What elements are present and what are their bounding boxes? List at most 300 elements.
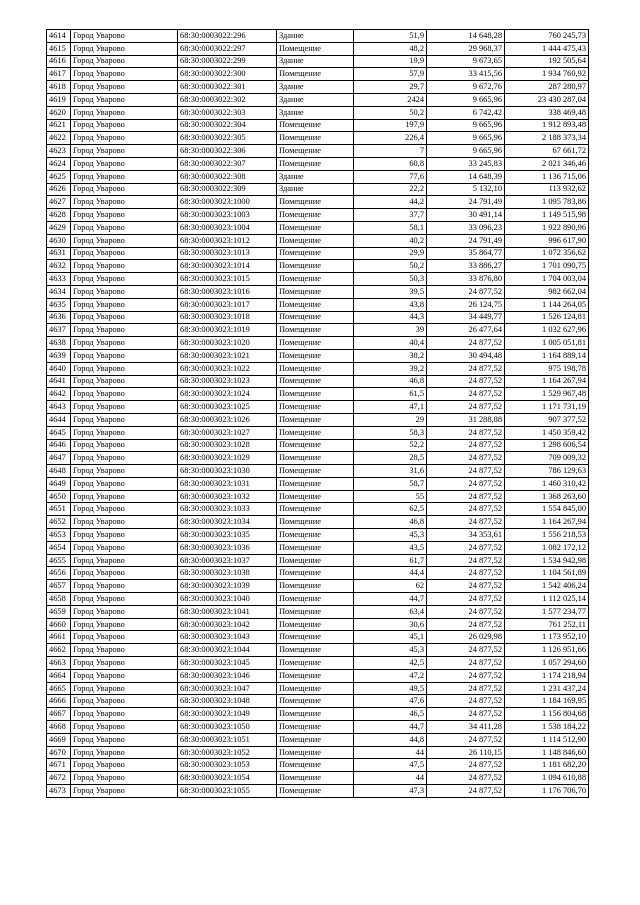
object-type-cell: Помещение (277, 529, 354, 542)
object-type-cell: Помещение (277, 145, 354, 158)
locality-cell: Город Уварово (71, 733, 178, 746)
cadastral-value-cell: 1 529 967,48 (505, 388, 589, 401)
object-type-cell: Помещение (277, 68, 354, 81)
table-row (47, 298, 589, 311)
row-number-cell: 4619 (47, 93, 71, 106)
object-type-cell: Помещение (277, 209, 354, 222)
cadastral-value-cell: 2 021 346,46 (505, 157, 589, 170)
object-type-cell: Здание (277, 170, 354, 183)
cadastral-number-cell: 68:30:0003023:1051 (178, 733, 277, 746)
cadastral-number-cell: 68:30:0003022:308 (178, 170, 277, 183)
table-row (47, 567, 589, 580)
cadastral-number-cell: 68:30:0003022:302 (178, 93, 277, 106)
cadastral-value-cell: 1 450 359,42 (505, 426, 589, 439)
table-row (47, 30, 589, 43)
cadastral-value-cell: 982 662,04 (505, 285, 589, 298)
locality-cell: Город Уварово (71, 503, 178, 516)
table-row (47, 324, 589, 337)
locality-cell: Город Уварово (71, 247, 178, 260)
row-number-cell: 4625 (47, 170, 71, 183)
row-number-cell: 4616 (47, 55, 71, 68)
area-cell: 39,2 (354, 362, 427, 375)
table-row (47, 746, 589, 759)
row-number-cell: 4639 (47, 349, 71, 362)
table-row (47, 413, 589, 426)
row-number-cell: 4646 (47, 439, 71, 452)
cadastral-number-cell: 68:30:0003023:1014 (178, 260, 277, 273)
locality-cell: Город Уварово (71, 708, 178, 721)
cadastral-number-cell: 68:30:0003023:1026 (178, 413, 277, 426)
area-cell: 2424 (354, 93, 427, 106)
specific-value-cell: 24 877,52 (427, 516, 505, 529)
table-body (47, 30, 589, 798)
locality-cell: Город Уварово (71, 362, 178, 375)
area-cell: 44,8 (354, 733, 427, 746)
area-cell: 7 (354, 145, 427, 158)
locality-cell: Город Уварово (71, 145, 178, 158)
locality-cell: Город Уварово (71, 593, 178, 606)
table-row (47, 157, 589, 170)
area-cell: 47,5 (354, 759, 427, 772)
specific-value-cell: 24 877,52 (427, 682, 505, 695)
object-type-cell: Помещение (277, 157, 354, 170)
table-row (47, 311, 589, 324)
cadastral-number-cell: 68:30:0003023:1043 (178, 631, 277, 644)
object-type-cell: Помещение (277, 375, 354, 388)
cadastral-value-cell: 1 934 760,92 (505, 68, 589, 81)
table-row (47, 42, 589, 55)
cadastral-number-cell: 68:30:0003023:1040 (178, 593, 277, 606)
area-cell: 48,2 (354, 42, 427, 55)
locality-cell: Город Уварово (71, 119, 178, 132)
locality-cell: Город Уварово (71, 157, 178, 170)
object-type-cell: Помещение (277, 657, 354, 670)
specific-value-cell: 29 968,37 (427, 42, 505, 55)
object-type-cell: Помещение (277, 221, 354, 234)
cadastral-value-cell: 338 469,48 (505, 106, 589, 119)
specific-value-cell: 33 886,27 (427, 260, 505, 273)
row-number-cell: 4651 (47, 503, 71, 516)
cadastral-number-cell: 68:30:0003023:1055 (178, 785, 277, 798)
cadastral-number-cell: 68:30:0003023:1052 (178, 746, 277, 759)
table-row (47, 145, 589, 158)
table-row (47, 362, 589, 375)
cadastral-value-table (46, 29, 589, 798)
row-number-cell: 4636 (47, 311, 71, 324)
row-number-cell: 4635 (47, 298, 71, 311)
cadastral-number-cell: 68:30:0003023:1015 (178, 273, 277, 286)
area-cell: 39 (354, 324, 427, 337)
row-number-cell: 4670 (47, 746, 71, 759)
cadastral-number-cell: 68:30:0003023:1023 (178, 375, 277, 388)
specific-value-cell: 30 494,48 (427, 349, 505, 362)
row-number-cell: 4647 (47, 452, 71, 465)
specific-value-cell: 31 288,88 (427, 413, 505, 426)
object-type-cell: Помещение (277, 362, 354, 375)
locality-cell: Город Уварово (71, 196, 178, 209)
cadastral-value-cell: 1 112 025,14 (505, 593, 589, 606)
cadastral-value-cell: 1 368 263,60 (505, 490, 589, 503)
area-cell: 44,3 (354, 311, 427, 324)
locality-cell: Город Уварово (71, 490, 178, 503)
cadastral-value-cell: 1 082 172,12 (505, 541, 589, 554)
table-row (47, 221, 589, 234)
area-cell: 29,7 (354, 81, 427, 94)
row-number-cell: 4662 (47, 644, 71, 657)
locality-cell: Город Уварово (71, 669, 178, 682)
cadastral-number-cell: 68:30:0003023:1017 (178, 298, 277, 311)
table-row (47, 132, 589, 145)
object-type-cell: Помещение (277, 311, 354, 324)
specific-value-cell: 24 877,52 (427, 644, 505, 657)
cadastral-number-cell: 68:30:0003023:1020 (178, 337, 277, 350)
row-number-cell: 4655 (47, 554, 71, 567)
specific-value-cell: 24 877,52 (427, 452, 505, 465)
locality-cell: Город Уварово (71, 273, 178, 286)
area-cell: 47,1 (354, 401, 427, 414)
table-row (47, 209, 589, 222)
table-row (47, 285, 589, 298)
cadastral-number-cell: 68:30:0003023:1030 (178, 465, 277, 478)
cadastral-number-cell: 68:30:0003022:297 (178, 42, 277, 55)
row-number-cell: 4631 (47, 247, 71, 260)
locality-cell: Город Уварово (71, 221, 178, 234)
area-cell: 50,3 (354, 273, 427, 286)
specific-value-cell: 24 877,52 (427, 733, 505, 746)
specific-value-cell: 24 877,52 (427, 337, 505, 350)
cadastral-number-cell: 68:30:0003023:1004 (178, 221, 277, 234)
cadastral-value-cell: 1 057 294,60 (505, 657, 589, 670)
area-cell: 49,5 (354, 682, 427, 695)
row-number-cell: 4658 (47, 593, 71, 606)
table-row (47, 708, 589, 721)
area-cell: 50,2 (354, 106, 427, 119)
cadastral-number-cell: 68:30:0003023:1039 (178, 580, 277, 593)
object-type-cell: Помещение (277, 759, 354, 772)
cadastral-number-cell: 68:30:0003023:1049 (178, 708, 277, 721)
cadastral-value-cell: 1 577 234,77 (505, 605, 589, 618)
locality-cell: Город Уварово (71, 311, 178, 324)
area-cell: 40,4 (354, 337, 427, 350)
cadastral-value-cell: 1 554 845,00 (505, 503, 589, 516)
cadastral-value-cell: 1 095 783,86 (505, 196, 589, 209)
object-type-cell: Помещение (277, 580, 354, 593)
cadastral-value-cell: 1 032 627,96 (505, 324, 589, 337)
locality-cell: Город Уварово (71, 42, 178, 55)
row-number-cell: 4630 (47, 234, 71, 247)
locality-cell: Город Уварово (71, 541, 178, 554)
locality-cell: Город Уварово (71, 529, 178, 542)
table-row (47, 529, 589, 542)
table-row (47, 81, 589, 94)
area-cell: 29,9 (354, 247, 427, 260)
locality-cell: Город Уварово (71, 657, 178, 670)
cadastral-number-cell: 68:30:0003023:1013 (178, 247, 277, 260)
table-row (47, 388, 589, 401)
cadastral-value-cell: 786 129,63 (505, 465, 589, 478)
object-type-cell: Помещение (277, 721, 354, 734)
locality-cell: Город Уварово (71, 298, 178, 311)
cadastral-value-cell: 907 377,52 (505, 413, 589, 426)
cadastral-number-cell: 68:30:0003023:1028 (178, 439, 277, 452)
object-type-cell: Помещение (277, 605, 354, 618)
row-number-cell: 4628 (47, 209, 71, 222)
row-number-cell: 4633 (47, 273, 71, 286)
area-cell: 46,5 (354, 708, 427, 721)
cadastral-number-cell: 68:30:0003023:1047 (178, 682, 277, 695)
cadastral-value-cell: 1 148 846,60 (505, 746, 589, 759)
cadastral-number-cell: 68:30:0003023:1038 (178, 567, 277, 580)
specific-value-cell: 9 665,96 (427, 119, 505, 132)
specific-value-cell: 33 415,56 (427, 68, 505, 81)
area-cell: 39,5 (354, 285, 427, 298)
table-row (47, 759, 589, 772)
specific-value-cell: 9 665,96 (427, 93, 505, 106)
specific-value-cell: 24 877,52 (427, 785, 505, 798)
area-cell: 44,7 (354, 593, 427, 606)
object-type-cell: Помещение (277, 682, 354, 695)
cadastral-value-cell: 1 164 267,94 (505, 516, 589, 529)
object-type-cell: Помещение (277, 388, 354, 401)
row-number-cell: 4618 (47, 81, 71, 94)
object-type-cell: Помещение (277, 618, 354, 631)
row-number-cell: 4667 (47, 708, 71, 721)
table-row (47, 349, 589, 362)
row-number-cell: 4638 (47, 337, 71, 350)
table-row (47, 426, 589, 439)
row-number-cell: 4653 (47, 529, 71, 542)
area-cell: 47,6 (354, 695, 427, 708)
specific-value-cell: 24 877,52 (427, 554, 505, 567)
object-type-cell: Помещение (277, 426, 354, 439)
table-row (47, 618, 589, 631)
table-row (47, 477, 589, 490)
cadastral-value-cell: 1 912 893,48 (505, 119, 589, 132)
area-cell: 47,3 (354, 785, 427, 798)
table-row (47, 593, 589, 606)
area-cell: 44 (354, 746, 427, 759)
row-number-cell: 4669 (47, 733, 71, 746)
cadastral-number-cell: 68:30:0003023:1003 (178, 209, 277, 222)
locality-cell: Город Уварово (71, 30, 178, 43)
specific-value-cell: 26 477,64 (427, 324, 505, 337)
cadastral-number-cell: 68:30:0003023:1034 (178, 516, 277, 529)
table-row (47, 721, 589, 734)
locality-cell: Город Уварово (71, 388, 178, 401)
object-type-cell: Помещение (277, 772, 354, 785)
cadastral-value-cell: 1 184 169,95 (505, 695, 589, 708)
table-row (47, 695, 589, 708)
table-row (47, 503, 589, 516)
row-number-cell: 4654 (47, 541, 71, 554)
row-number-cell: 4629 (47, 221, 71, 234)
locality-cell: Город Уварово (71, 580, 178, 593)
object-type-cell: Помещение (277, 785, 354, 798)
area-cell: 55 (354, 490, 427, 503)
table-row (47, 541, 589, 554)
specific-value-cell: 26 029,98 (427, 631, 505, 644)
cadastral-value-cell: 1 922 890,96 (505, 221, 589, 234)
cadastral-value-cell: 1 298 606,54 (505, 439, 589, 452)
object-type-cell: Помещение (277, 695, 354, 708)
cadastral-number-cell: 68:30:0003023:1035 (178, 529, 277, 542)
cadastral-value-cell: 1 164 889,14 (505, 349, 589, 362)
specific-value-cell: 24 877,52 (427, 362, 505, 375)
cadastral-value-cell: 1 174 218,94 (505, 669, 589, 682)
object-type-cell: Помещение (277, 746, 354, 759)
specific-value-cell: 24 877,52 (427, 708, 505, 721)
locality-cell: Город Уварово (71, 695, 178, 708)
object-type-cell: Помещение (277, 285, 354, 298)
area-cell: 60,8 (354, 157, 427, 170)
cadastral-number-cell: 68:30:0003023:1048 (178, 695, 277, 708)
cadastral-number-cell: 68:30:0003022:301 (178, 81, 277, 94)
row-number-cell: 4637 (47, 324, 71, 337)
area-cell: 45,1 (354, 631, 427, 644)
cadastral-value-cell: 1 231 437,24 (505, 682, 589, 695)
specific-value-cell: 9 665,96 (427, 145, 505, 158)
cadastral-number-cell: 68:30:0003023:1032 (178, 490, 277, 503)
cadastral-value-cell: 1 704 003,04 (505, 273, 589, 286)
cadastral-value-cell: 975 198,78 (505, 362, 589, 375)
cadastral-number-cell: 68:30:0003022:307 (178, 157, 277, 170)
specific-value-cell: 24 877,52 (427, 426, 505, 439)
locality-cell: Город Уварово (71, 285, 178, 298)
row-number-cell: 4642 (47, 388, 71, 401)
area-cell: 44,4 (354, 567, 427, 580)
area-cell: 226,4 (354, 132, 427, 145)
row-number-cell: 4656 (47, 567, 71, 580)
row-number-cell: 4666 (47, 695, 71, 708)
cadastral-value-cell: 1 156 804,68 (505, 708, 589, 721)
cadastral-value-cell: 1 144 264,05 (505, 298, 589, 311)
area-cell: 45,3 (354, 644, 427, 657)
locality-cell: Город Уварово (71, 567, 178, 580)
table-row (47, 119, 589, 132)
locality-cell: Город Уварово (71, 682, 178, 695)
object-type-cell: Помещение (277, 708, 354, 721)
row-number-cell: 4640 (47, 362, 71, 375)
object-type-cell: Помещение (277, 439, 354, 452)
cadastral-number-cell: 68:30:0003023:1025 (178, 401, 277, 414)
row-number-cell: 4645 (47, 426, 71, 439)
table-row (47, 452, 589, 465)
specific-value-cell: 24 877,52 (427, 695, 505, 708)
cadastral-value-cell: 1 005 051,81 (505, 337, 589, 350)
locality-cell: Город Уварово (71, 605, 178, 618)
cadastral-number-cell: 68:30:0003023:1053 (178, 759, 277, 772)
cadastral-number-cell: 68:30:0003022:309 (178, 183, 277, 196)
object-type-cell: Помещение (277, 42, 354, 55)
specific-value-cell: 26 124,75 (427, 298, 505, 311)
object-type-cell: Помещение (277, 337, 354, 350)
object-type-cell: Помещение (277, 631, 354, 644)
area-cell: 58,1 (354, 221, 427, 234)
cadastral-value-cell: 113 932,62 (505, 183, 589, 196)
table-row (47, 772, 589, 785)
area-cell: 50,2 (354, 260, 427, 273)
table-row (47, 273, 589, 286)
locality-cell: Город Уварово (71, 554, 178, 567)
row-number-cell: 4624 (47, 157, 71, 170)
locality-cell: Город Уварово (71, 55, 178, 68)
cadastral-number-cell: 68:30:0003023:1031 (178, 477, 277, 490)
object-type-cell: Здание (277, 30, 354, 43)
table-row (47, 439, 589, 452)
area-cell: 40,2 (354, 234, 427, 247)
area-cell: 22,2 (354, 183, 427, 196)
cadastral-value-cell: 1 556 218,53 (505, 529, 589, 542)
object-type-cell: Помещение (277, 554, 354, 567)
table-row (47, 490, 589, 503)
cadastral-number-cell: 68:30:0003023:1012 (178, 234, 277, 247)
cadastral-value-cell: 1 526 124,81 (505, 311, 589, 324)
table-row (47, 465, 589, 478)
object-type-cell: Помещение (277, 196, 354, 209)
specific-value-cell: 24 877,52 (427, 375, 505, 388)
locality-cell: Город Уварово (71, 721, 178, 734)
locality-cell: Город Уварово (71, 170, 178, 183)
cadastral-value-cell: 1 173 952,10 (505, 631, 589, 644)
row-number-cell: 4648 (47, 465, 71, 478)
row-number-cell: 4621 (47, 119, 71, 132)
locality-cell: Город Уварово (71, 375, 178, 388)
cadastral-number-cell: 68:30:0003023:1021 (178, 349, 277, 362)
object-type-cell: Помещение (277, 401, 354, 414)
area-cell: 38,2 (354, 349, 427, 362)
row-number-cell: 4661 (47, 631, 71, 644)
area-cell: 63,4 (354, 605, 427, 618)
specific-value-cell: 24 877,52 (427, 567, 505, 580)
specific-value-cell: 34 449,77 (427, 311, 505, 324)
specific-value-cell: 24 877,52 (427, 285, 505, 298)
area-cell: 30,6 (354, 618, 427, 631)
locality-cell: Город Уварово (71, 68, 178, 81)
row-number-cell: 4643 (47, 401, 71, 414)
locality-cell: Город Уварово (71, 746, 178, 759)
specific-value-cell: 24 877,52 (427, 490, 505, 503)
locality-cell: Город Уварово (71, 772, 178, 785)
locality-cell: Город Уварово (71, 477, 178, 490)
area-cell: 19,9 (354, 55, 427, 68)
table-row (47, 644, 589, 657)
cadastral-number-cell: 68:30:0003023:1054 (178, 772, 277, 785)
specific-value-cell: 24 877,52 (427, 772, 505, 785)
row-number-cell: 4623 (47, 145, 71, 158)
cadastral-value-cell: 1 181 682,20 (505, 759, 589, 772)
row-number-cell: 4641 (47, 375, 71, 388)
specific-value-cell: 24 877,52 (427, 477, 505, 490)
specific-value-cell: 24 877,52 (427, 759, 505, 772)
locality-cell: Город Уварово (71, 93, 178, 106)
table-row (47, 106, 589, 119)
cadastral-value-cell: 1 072 356,62 (505, 247, 589, 260)
table-row (47, 682, 589, 695)
row-number-cell: 4644 (47, 413, 71, 426)
cadastral-value-cell: 1 094 610,88 (505, 772, 589, 785)
object-type-cell: Здание (277, 183, 354, 196)
object-type-cell: Здание (277, 93, 354, 106)
area-cell: 57,9 (354, 68, 427, 81)
row-number-cell: 4649 (47, 477, 71, 490)
table-row (47, 375, 589, 388)
cadastral-value-cell: 1 104 561,89 (505, 567, 589, 580)
specific-value-cell: 24 877,52 (427, 605, 505, 618)
table-row (47, 631, 589, 644)
object-type-cell: Помещение (277, 541, 354, 554)
specific-value-cell: 6 742,42 (427, 106, 505, 119)
cadastral-number-cell: 68:30:0003023:1046 (178, 669, 277, 682)
